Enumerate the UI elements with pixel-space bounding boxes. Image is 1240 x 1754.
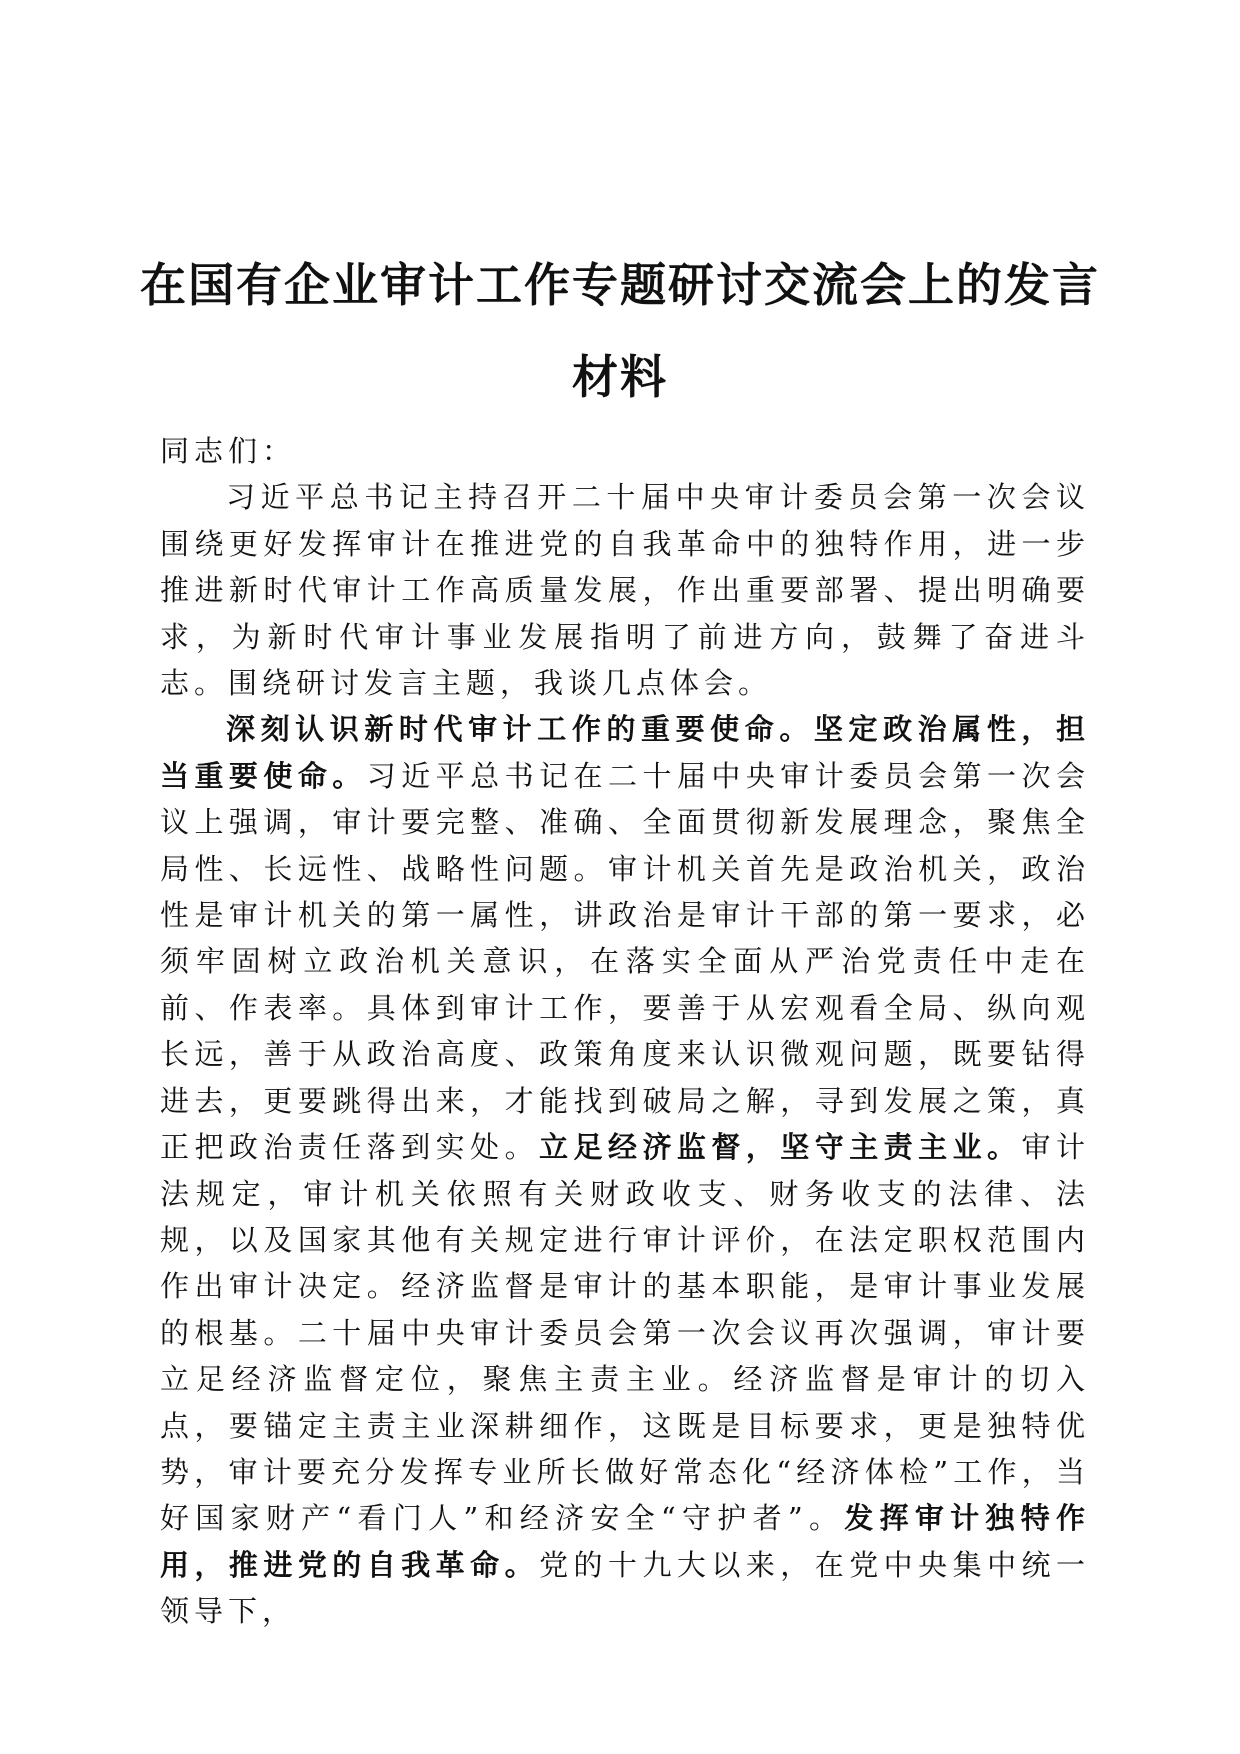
point2-text: 审计法规定，审计机关依照有关财政收支、财务收支的法律、法规，以及国家其他有关规定进行审计评价，在法定职权范围内作出审计决定。经济监督是审计的基本职能，是审计事业发展的根基。二十届中央审计委员会第一次会议再次强调，审计要立足经济监督定位，聚焦主责主业。经济监督是审计的切入点，要锚定主责主业深耕细作，这既是目标要求，更是独特优势，审计要充分发挥专业所长做好常态化“经济体检”工作，当好国家财产“看门人”和经济安全“守护者”。	[160, 1130, 1090, 1536]
point3-text: 党的十九大以来，在党中央集中统一领导下，	[160, 1547, 1090, 1629]
intro-paragraph: 习近平总书记主持召开二十届中央审计委员会第一次会议围绕更好发挥审计在推进党的自我革命中的独特作用，进一步推进新时代审计工作高质量发展，作出重要部署、提出明确要求，为新时代审计事业发展指明了前进方向，鼓舞了奋进斗志。围绕研讨发言主题，我谈几点体会。	[160, 480, 1090, 701]
point1-text: 习近平总书记在二十届中央审计委员会第一次会议上强调，审计要完整、准确、全面贯彻新发展理念，聚焦全局性、长远性、战略性问题。审计机关首先是政治机关，政治性是审计机关的第一属性，讲政治是审计干部的第一要求，必须牢固树立政治机关意识，在落实全面从严治党责任中走在前、作表率。具体到审计工作，要善于从宏观看全局、纵向观长远，善于从政治高度、政策角度来认识微观问题，既要钻得进去，更要跳得出来，才能找到破局之解，寻到发展之策，真正把政治责任落到实处。	[160, 758, 1090, 1165]
section-paragraph	[160, 706, 1090, 1634]
section-heading: 深刻认识新时代审计工作的重要使命。	[226, 712, 814, 747]
document-title-continued: 材料	[572, 350, 668, 404]
point1-heading: 坚定政治属性，担当重要使命。	[160, 712, 1090, 793]
greeting: 同志们：	[160, 434, 297, 468]
point3-heading: 发挥审计独特作用，推进党的自我革命。	[160, 1501, 1090, 1582]
point2-heading: 立足经济监督，坚守主责主业。	[539, 1130, 1022, 1165]
document-title: 在国有企业审计工作专题研讨交流会上的发言	[140, 258, 1100, 312]
document-body	[160, 428, 1090, 1635]
